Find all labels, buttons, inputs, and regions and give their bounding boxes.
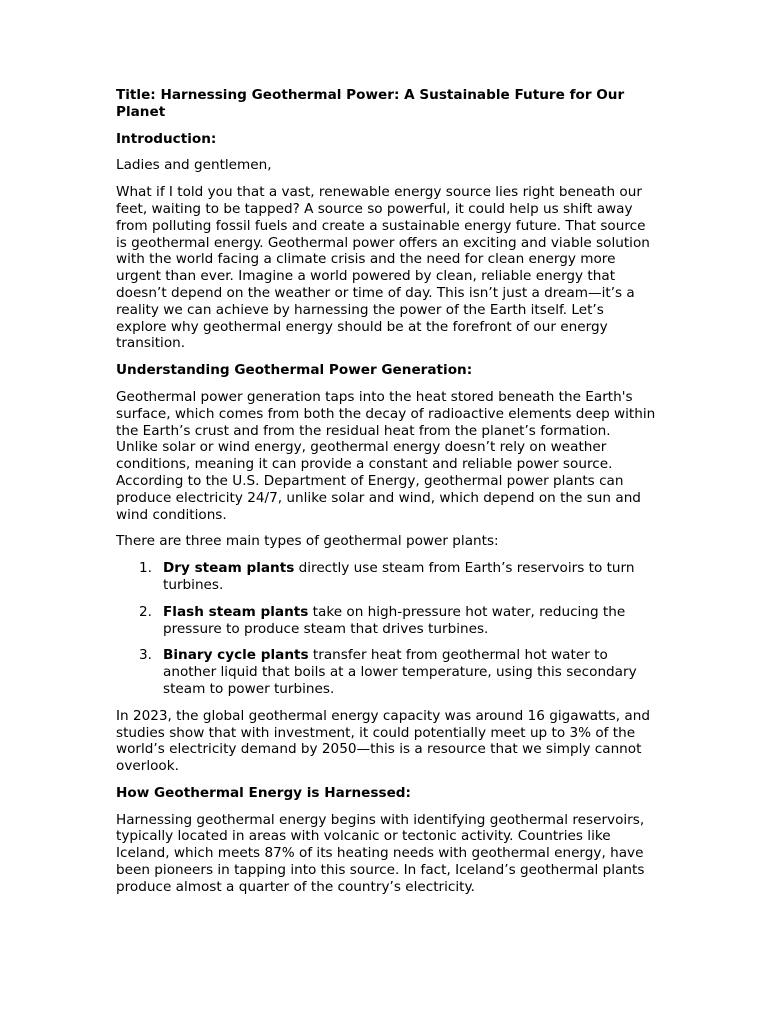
section-heading-understanding: Understanding Geothermal Power Generation: <box>116 362 473 379</box>
types-intro: There are three main types of geothermal power plants: <box>116 533 499 550</box>
list-item-term: Binary cycle plants <box>163 647 309 664</box>
greeting: Ladies and gentlemen, <box>116 157 272 174</box>
intro-heading: Introduction: <box>116 130 217 147</box>
intro-paragraph: What if I told you that a vast, renewable energy source lies right beneath our feet, waiting to be tapped? A source so powerful, it could help us shift away from polluting fossil fuels and create a sustainable energy future. That source is geothermal energy. Geothermal power offers an exciting and viable solution with the world facing a climate crisis and the need for clean energy more urgent than ever. Imagine a world powered by clean, reliable energy that doesn’t depend on the weather or time of day. This isn’t just a dream—it’s a reality we can achieve by harnessing the power of the Earth itself. Let’s explore why geothermal energy should be at the forefront of our energy transition. <box>116 184 650 352</box>
list-item-number: 2. <box>139 603 152 620</box>
list-item-text: transfer heat from geothermal hot water to another liquid that boils at a lower temperature, using this secondary steam to power turbines. <box>163 647 637 697</box>
understanding-paragraph: Geothermal power generation taps into the heat stored beneath the Earth's surface, which comes from both the decay of radioactive elements deep within the Earth’s crust and from the residual heat from the planet’s formation. Unlike solar or wind energy, geothermal energy doesn’t rely on weather conditions, meaning it can provide a constant and reliable power source. According to the U.S. Department of Energy, geothermal power plants can produce electricity 24/7, unlike solar and wind, which depend on the sun and wind conditions. <box>116 388 656 523</box>
list-item-text: directly use steam from Earth’s reservoirs to turn turbines. <box>163 560 635 593</box>
list-item-term: Flash steam plants <box>163 603 309 620</box>
list-item-number: 1. <box>139 560 152 577</box>
harnessed-paragraph: Harnessing geothermal energy begins with identifying geothermal reservoirs, typically located in areas with volcanic or tectonic activity. Countries like Iceland, which meets 87% of its heating needs with geothermal energy, have been pioneers in tapping into this source. In fact, Iceland’s geothermal plants produce almost a quarter of the country’s electricity. <box>116 811 645 895</box>
plant-types-list <box>116 560 656 698</box>
list-item-term: Dry steam plants <box>163 560 295 577</box>
document-title: Title: Harnessing Geothermal Power: A Sustainable Future for Our Planet <box>116 87 625 120</box>
list-item <box>116 647 656 697</box>
document-page <box>116 87 656 906</box>
list-item <box>116 560 656 594</box>
capacity-paragraph: In 2023, the global geothermal energy capacity was around 16 gigawatts, and studies show that with investment, it could potentially meet up to 3% of the world’s electricity demand by 2050—this is a resource that we simply cannot overlook. <box>116 707 650 775</box>
list-item-text: take on high-pressure hot water, reducing the pressure to produce steam that drives turbines. <box>163 603 626 637</box>
list-item <box>116 604 656 638</box>
list-item-number: 3. <box>139 647 152 664</box>
section-heading-harnessed: How Geothermal Energy is Harnessed: <box>116 784 411 801</box>
